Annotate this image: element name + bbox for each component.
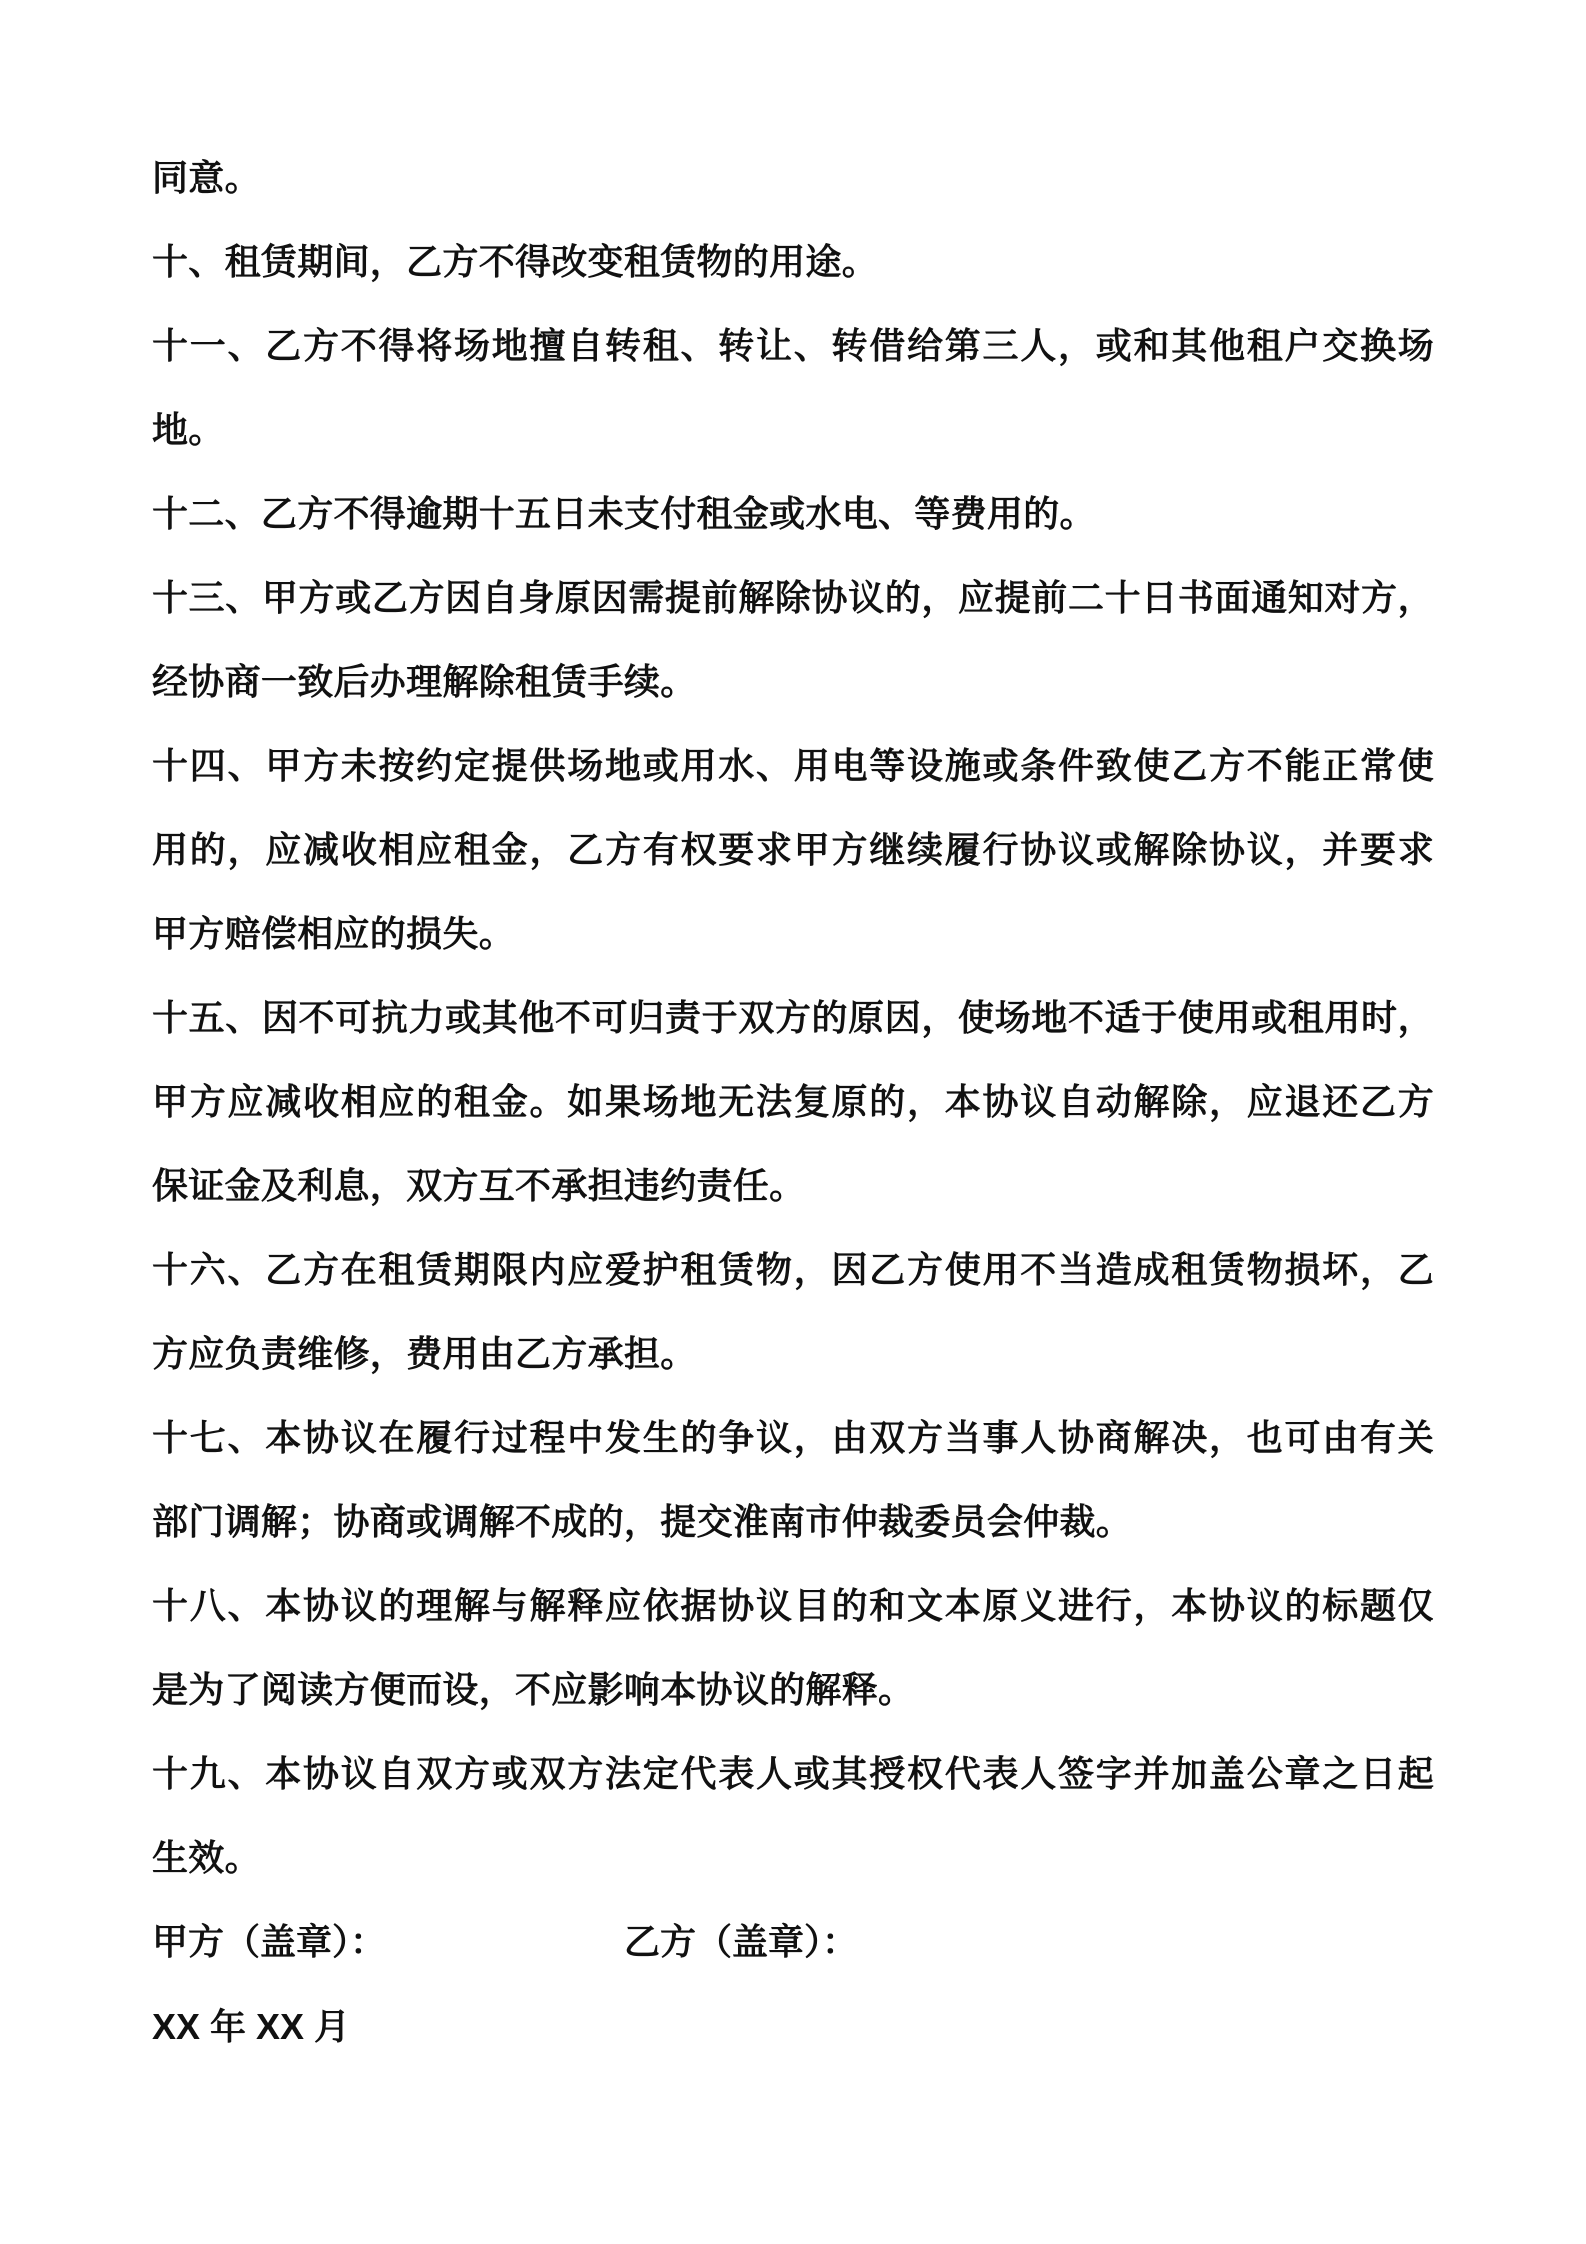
- clause-14-line-1: 十四、甲方未按约定提供场地或用水、用电等设施或条件致使乙方不能正常使: [152, 746, 1434, 787]
- clause-11-line-1: 十一、乙方不得将场地擅自转租、转让、转借给第三人，或和其他租户交换场: [152, 326, 1434, 367]
- clause-17-line-2: 部门调解；协商或调解不成的，提交淮南市仲裁委员会仲裁。: [152, 1502, 1133, 1543]
- party-a-seal-label: 甲方（盖章）：: [152, 1922, 387, 1963]
- party-b-seal-label: 乙方（盖章）：: [624, 1922, 859, 1963]
- clause-14-line-3: 甲方赔偿相应的损失。: [152, 914, 516, 955]
- clause-18-line-2: 是为了阅读方便而设，不应影响本协议的解释。: [152, 1670, 915, 1711]
- clause-19-line-1: 十九、本协议自双方或双方法定代表人或其授权代表人签字并加盖公章之日起: [152, 1754, 1434, 1795]
- document-body: [152, 158, 1434, 2048]
- clause-10: 十、租赁期间，乙方不得改变租赁物的用途。: [152, 242, 879, 283]
- clause-19-line-2: 生效。: [152, 1838, 261, 1879]
- clause-15-line-1: 十五、因不可抗力或其他不可归责于双方的原因，使场地不适于使用或租用时，: [152, 998, 1434, 1039]
- date-line: XX 年 XX 月: [152, 2006, 351, 2047]
- clause-13-line-2: 经协商一致后办理解除租赁手续。: [152, 662, 697, 703]
- text-line: 同意。: [152, 158, 261, 199]
- clause-17-line-1: 十七、本协议在履行过程中发生的争议，由双方当事人协商解决，也可由有关: [152, 1418, 1434, 1459]
- clause-13-line-1: 十三、甲方或乙方因自身原因需提前解除协议的，应提前二十日书面通知对方，: [152, 578, 1434, 619]
- clause-16-line-2: 方应负责维修，费用由乙方承担。: [152, 1334, 697, 1375]
- clause-18-line-1: 十八、本协议的理解与解释应依据协议目的和文本原义进行，本协议的标题仅: [152, 1586, 1434, 1627]
- clause-12: 十二、乙方不得逾期十五日未支付租金或水电、等费用的。: [152, 494, 1096, 535]
- signature-row: [152, 1922, 1434, 1964]
- clause-11-line-2: 地。: [152, 410, 225, 451]
- clause-15-line-2: 甲方应减收相应的租金。如果场地无法复原的，本协议自动解除，应退还乙方: [152, 1082, 1434, 1123]
- clause-16-line-1: 十六、乙方在租赁期限内应爱护租赁物，因乙方使用不当造成租赁物损坏，乙: [152, 1250, 1434, 1291]
- clause-15-line-3: 保证金及利息，双方互不承担违约责任。: [152, 1166, 806, 1207]
- clause-14-line-2: 用的，应减收相应租金，乙方有权要求甲方继续履行协议或解除协议，并要求: [152, 830, 1434, 871]
